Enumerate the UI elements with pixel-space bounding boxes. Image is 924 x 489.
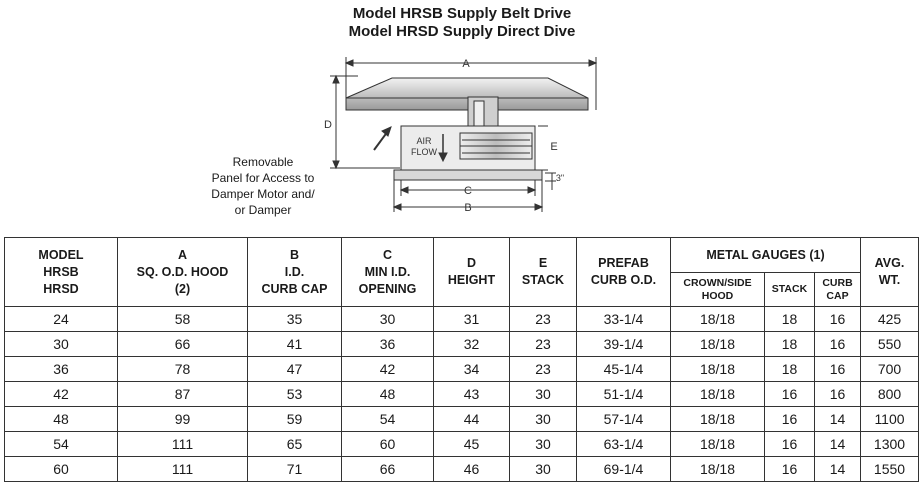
table-cell: 18/18 bbox=[671, 457, 765, 482]
table-cell: 42 bbox=[342, 357, 434, 382]
table-cell: 44 bbox=[434, 407, 510, 432]
table-cell: 18 bbox=[765, 357, 815, 382]
table-cell: 63-1/4 bbox=[577, 432, 671, 457]
table-cell: 18 bbox=[765, 307, 815, 332]
table-cell: 16 bbox=[815, 332, 861, 357]
table-cell: 16 bbox=[765, 382, 815, 407]
table-cell: 58 bbox=[118, 307, 248, 332]
title-belt-drive: Model HRSB Supply Belt Drive bbox=[352, 5, 572, 22]
table-cell: 24 bbox=[5, 307, 118, 332]
table-cell: 30 bbox=[510, 457, 577, 482]
header-c: C MIN I.D. OPENING bbox=[342, 238, 434, 307]
table-cell: 23 bbox=[510, 332, 577, 357]
table-cell: 87 bbox=[118, 382, 248, 407]
table-cell: 550 bbox=[861, 332, 919, 357]
table-cell: 35 bbox=[248, 307, 342, 332]
table-cell: 48 bbox=[5, 407, 118, 432]
header-metal-gauges: METAL GAUGES (1) bbox=[671, 238, 861, 273]
table-cell: 18/18 bbox=[671, 357, 765, 382]
airflow-label-1: AIR bbox=[416, 136, 432, 146]
dim-e-label: E bbox=[550, 141, 558, 153]
table-cell: 71 bbox=[248, 457, 342, 482]
table-row bbox=[5, 407, 919, 432]
table-cell: 30 bbox=[342, 307, 434, 332]
table-cell: 16 bbox=[815, 307, 861, 332]
table-cell: 36 bbox=[342, 332, 434, 357]
header-prefab: PREFAB CURB O.D. bbox=[577, 238, 671, 307]
table-cell: 78 bbox=[118, 357, 248, 382]
table-cell: 16 bbox=[815, 382, 861, 407]
table-cell: 23 bbox=[510, 307, 577, 332]
header-crown-side-hood: CROWN/SIDE HOOD bbox=[671, 273, 765, 307]
table-cell: 60 bbox=[342, 432, 434, 457]
table-cell: 34 bbox=[434, 357, 510, 382]
table-cell: 39-1/4 bbox=[577, 332, 671, 357]
table-cell: 16 bbox=[815, 357, 861, 382]
header-model: MODEL HRSB HRSD bbox=[5, 238, 118, 307]
table-cell: 53 bbox=[248, 382, 342, 407]
dim-3-label: 3" bbox=[555, 173, 565, 183]
table-cell: 47 bbox=[248, 357, 342, 382]
table-row bbox=[5, 382, 919, 407]
dim-a-arrow-right bbox=[589, 60, 596, 66]
table-cell: 16 bbox=[765, 432, 815, 457]
table-cell: 700 bbox=[861, 357, 919, 382]
table-cell: 14 bbox=[815, 407, 861, 432]
table-cell: 425 bbox=[861, 307, 919, 332]
table-cell: 30 bbox=[510, 382, 577, 407]
table-cell: 57-1/4 bbox=[577, 407, 671, 432]
table-cell: 48 bbox=[342, 382, 434, 407]
table-cell: 59 bbox=[248, 407, 342, 432]
table-cell: 66 bbox=[342, 457, 434, 482]
table-cell: 51-1/4 bbox=[577, 382, 671, 407]
table-row bbox=[5, 332, 919, 357]
note-line: Panel for Access to bbox=[211, 171, 315, 185]
table-cell: 65 bbox=[248, 432, 342, 457]
table-cell: 18/18 bbox=[671, 407, 765, 432]
table-cell: 1100 bbox=[861, 407, 919, 432]
table-cell: 14 bbox=[815, 457, 861, 482]
table-cell: 23 bbox=[510, 357, 577, 382]
table-cell: 32 bbox=[434, 332, 510, 357]
table-cell: 60 bbox=[5, 457, 118, 482]
table-cell: 41 bbox=[248, 332, 342, 357]
header-weight: AVG. WT. bbox=[861, 238, 919, 307]
header-e: E STACK bbox=[510, 238, 577, 307]
title-direct-drive: Model HRSD Supply Direct Dive bbox=[348, 23, 576, 40]
table-cell: 46 bbox=[434, 457, 510, 482]
table-cell: 30 bbox=[5, 332, 118, 357]
table-cell: 18/18 bbox=[671, 332, 765, 357]
table-cell: 30 bbox=[510, 407, 577, 432]
table-cell: 16 bbox=[765, 457, 815, 482]
table-cell: 66 bbox=[118, 332, 248, 357]
table-row bbox=[5, 307, 919, 332]
note-line: or Damper bbox=[234, 203, 292, 217]
specs-table bbox=[4, 237, 919, 482]
table-cell: 800 bbox=[861, 382, 919, 407]
curb-cap bbox=[394, 170, 542, 180]
dim-a-label: A bbox=[462, 58, 470, 70]
header-stack-gauge: STACK bbox=[765, 273, 815, 307]
dim-c-label: C bbox=[464, 185, 472, 197]
table-cell: 45 bbox=[434, 432, 510, 457]
hood-shape bbox=[346, 78, 588, 110]
table-cell: 54 bbox=[342, 407, 434, 432]
header-b: B I.D. CURB CAP bbox=[248, 238, 342, 307]
table-cell: 54 bbox=[5, 432, 118, 457]
note-line: Removable bbox=[232, 155, 294, 169]
table-row bbox=[5, 457, 919, 482]
table-cell: 14 bbox=[815, 432, 861, 457]
table-cell: 33-1/4 bbox=[577, 307, 671, 332]
table-cell: 30 bbox=[510, 432, 577, 457]
removable-panel-note bbox=[190, 154, 336, 218]
table-cell: 31 bbox=[434, 307, 510, 332]
table-cell: 43 bbox=[434, 382, 510, 407]
fan-diagram bbox=[0, 0, 924, 230]
table-cell: 18 bbox=[765, 332, 815, 357]
table-cell: 18/18 bbox=[671, 307, 765, 332]
table-cell: 42 bbox=[5, 382, 118, 407]
table-cell: 45-1/4 bbox=[577, 357, 671, 382]
airflow-label-2: FLOW bbox=[411, 147, 437, 157]
table-row bbox=[5, 357, 919, 382]
dim-b-label: B bbox=[464, 202, 472, 214]
table-row bbox=[5, 432, 919, 457]
table-cell: 18/18 bbox=[671, 432, 765, 457]
table-cell: 69-1/4 bbox=[577, 457, 671, 482]
table-cell: 1300 bbox=[861, 432, 919, 457]
table-cell: 18/18 bbox=[671, 382, 765, 407]
table-cell: 16 bbox=[765, 407, 815, 432]
header-d: D HEIGHT bbox=[434, 238, 510, 307]
header-curb-cap-gauge: CURB CAP bbox=[815, 273, 861, 307]
table-cell: 1550 bbox=[861, 457, 919, 482]
table-cell: 36 bbox=[5, 357, 118, 382]
dim-a-arrow-left bbox=[346, 60, 353, 66]
dim-d-label: D bbox=[324, 119, 332, 131]
table-body bbox=[5, 307, 919, 482]
table-cell: 99 bbox=[118, 407, 248, 432]
note-line: Damper Motor and/ bbox=[211, 187, 315, 201]
header-a: A SQ. O.D. HOOD (2) bbox=[118, 238, 248, 307]
table-cell: 111 bbox=[118, 432, 248, 457]
table-cell: 111 bbox=[118, 457, 248, 482]
